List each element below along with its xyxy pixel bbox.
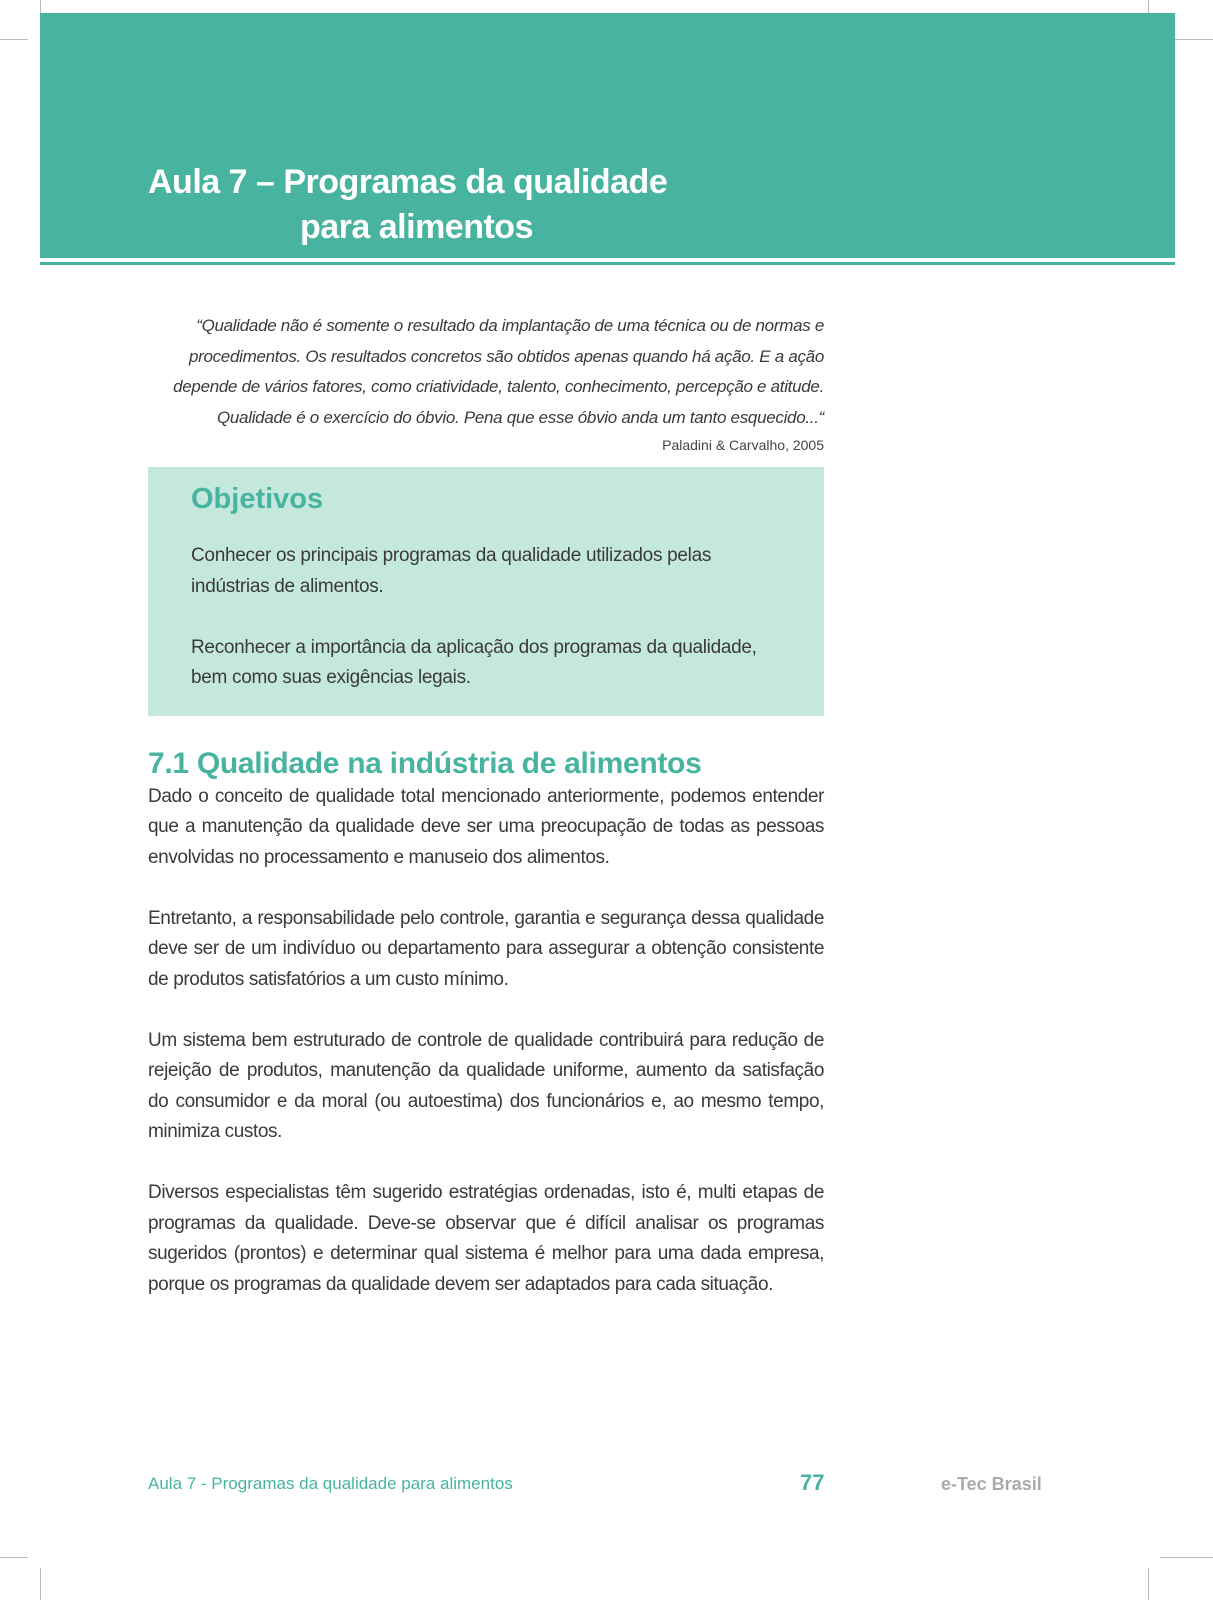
paragraph: Dado o conceito de qualidade total mencionado anteriormente, podemos entender que a manutenção da qualidade deve ser uma preocupação de todas as pessoas envolvidas no processamento e manuseio dos alimentos. [148,785,824,868]
crop-mark [1160,1557,1213,1558]
title-line-1: Aula 7 – Programas da qualidade [148,163,668,201]
objective-item: Conhecer os principais programas da qualidade utilizados pelas indústrias de alimentos. [191,545,712,597]
epigraph-quote: “Qualidade não é somente o resultado da implantação de uma técnica ou de normas e procedimentos. Os resultados concretos são obtidos apenas quando há ação. E a ação depende de vários fatores, como criatividade, talento, conhecimento, percepção e atitude. Qualidade é o exercício do óbvio. Pena que esse óbvio anda um tanto esquecido...“ [173,316,824,427]
chapter-title [148,160,667,250]
crop-mark [1148,1568,1149,1600]
crop-mark [0,1557,28,1558]
objectives-heading: Objetivos [191,483,324,515]
banner-divider [40,262,1175,265]
crop-mark [0,39,28,40]
objective-item: Reconhecer a importância da aplicação dos programas da qualidade, bem como suas exigências legais. [191,636,757,688]
page-number: 77 [800,1470,825,1495]
paragraph: Entretanto, a responsabilidade pelo controle, garantia e segurança dessa qualidade deve ser de um indivíduo ou departamento para assegurar a obtenção consistente de produtos satisfatórios a um custo mínimo. [148,907,824,990]
section-heading: 7.1 Qualidade na indústria de alimentos [148,746,702,780]
page-content [148,311,824,1331]
objectives-box [148,467,824,716]
crop-mark [40,1568,41,1600]
footer-brand: e-Tec Brasil [941,1474,1042,1494]
footer-chapter: Aula 7 - Programas da qualidade para alimentos [148,1474,513,1493]
title-line-2: para alimentos [300,208,533,246]
paragraph: Diversos especialistas têm sugerido estratégias ordenadas, isto é, multi etapas de programas da qualidade. Deve-se observar que é difícil analisar os programas sugeridos (prontos) e determinar qual sistema é melhor para uma dada empresa, porque os programas da qualidade devem ser adaptados para cada situação. [148,1182,824,1295]
paragraph: Um sistema bem estruturado de controle de qualidade contribuirá para redução de rejeição de produtos, manutenção da qualidade uniforme, aumento da satisfação do consumidor e da moral (ou autoestima) dos funcionários e, ao mesmo tempo, minimiza custos. [148,1029,824,1142]
quote-citation: Paladini & Carvalho, 2005 [662,437,824,453]
